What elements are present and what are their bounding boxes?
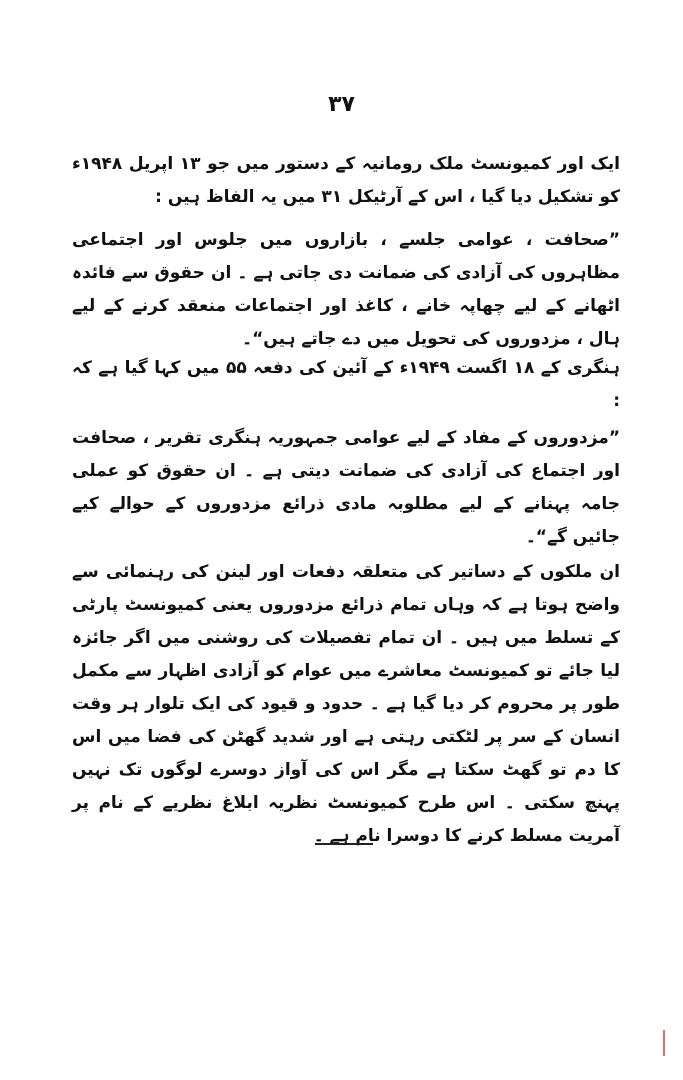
paragraph-romania-intro: ایک اور کمیونسٹ ملک رومانیہ کے دستور میں جو ۱۳ اپریل ۱۹۴۸ء کو تشکیل دیا گیا ، اس کے آرٹیکل ۳۱ میں یہ الفاظ ہیں :: [72, 154, 621, 207]
paragraph-conclusion: ان ملکوں کے دساتیر کی متعلقہ دفعات اور لینن کی رہنمائی سے واضح ہوتا ہے کہ وہاں تمام ذرائع مزدوروں یعنی کمیونسٹ پارٹی کے تسلط میں ہیں ۔ ان تمام تفصیلات کی روشنی میں اگر جائزہ لیا جائے تو کمیونسٹ معاشرے میں عوام کو آزادی اظہار سے مکمل طور پر محروم کر دیا گیا ہے ۔ حدود و قیود کی ایک تلوار ہر وقت انسان کے سر پر لٹکتی رہتی ہے اور شدید گھٹن کی فضا میں اس کا دم تو گھٹ سکتا ہے مگر اس کی آواز دوسرے لوگوں تک نہیں پہنچ سکتی ۔ اس طرح کمیونسٹ نظریہ ابلاغ نظریے کے نام پر آمریت مسلط کرنے کا دوسرا نام ہے ۔: [72, 562, 620, 846]
paragraph-hungary-intro: ہنگری کے ۱۸ اگست ۱۹۴۹ء کے آئین کی دفعہ ۵۵ میں کہا گیا ہے کہ :: [72, 358, 620, 411]
quote-romania-article: ”صحافت ، عوامی جلسے ، بازاروں میں جلوس اور اجتماعی مظاہروں کی آزادی کی ضمانت دی جاتی ہے ۔ ان حقوق سے فائدہ اٹھانے کے لیے چھاپہ خانے ، کاغذ اور اجتماعات منعقد کرنے کے لیے ہال ، مزدوروں کی تحویل میں دے جاتے ہیں“۔: [72, 230, 620, 349]
page-number: ٣٧: [328, 92, 355, 117]
page-edge-mark: [663, 1030, 665, 1056]
section-end-rule: [315, 843, 373, 845]
quote-hungary-article: ”مزدوروں کے مفاد کے لیے عوامی جمہوریہ ہنگری تقریر ، صحافت اور اجتماع کی آزادی کی ضمانت دیتی ہے ۔ ان حقوق کو عملی جامہ پہنانے کے لیے مطلوبہ مادی ذرائع مزدوروں کے حوالے کیے جائیں گے“۔: [72, 428, 620, 547]
